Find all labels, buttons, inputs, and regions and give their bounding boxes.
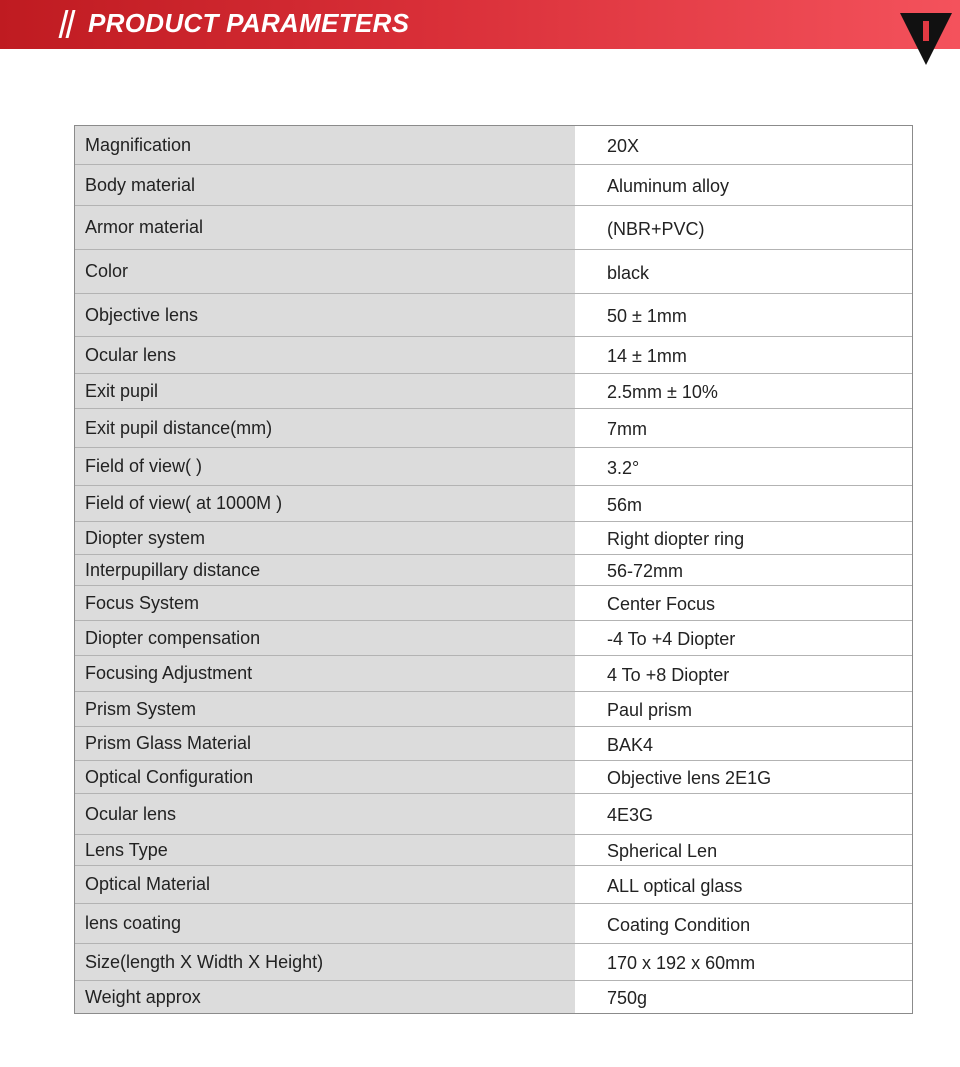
section-header-banner — [0, 0, 960, 49]
spec-row — [75, 981, 912, 1013]
spec-value: BAK4 — [607, 734, 654, 755]
spec-row — [75, 621, 912, 656]
spec-value: 750g — [607, 988, 648, 1008]
spec-row — [75, 794, 912, 835]
spec-row — [75, 727, 912, 761]
spec-label: Optical Material — [75, 866, 575, 903]
spec-value: 4E3G — [607, 805, 654, 825]
spec-row — [75, 761, 912, 794]
spec-row — [75, 522, 912, 555]
spec-row — [75, 448, 912, 486]
spec-row — [75, 165, 912, 206]
spec-value: 7mm — [607, 419, 647, 439]
spec-label: Ocular lens — [75, 794, 575, 834]
spec-label: Prism Glass Material — [75, 727, 575, 760]
spec-label: Magnification — [75, 126, 575, 164]
spec-label: Field of view( ) — [75, 448, 575, 485]
spec-value: Spherical Len — [607, 841, 718, 861]
spec-value: Paul prism — [607, 700, 693, 720]
spec-value: Aluminum alloy — [607, 176, 730, 196]
spec-row — [75, 337, 912, 374]
spec-value: black — [607, 262, 650, 283]
spec-row — [75, 656, 912, 692]
spec-value: 14 ± 1mm — [607, 346, 687, 366]
spec-label: Armor material — [75, 206, 575, 249]
spec-value: 56m — [607, 494, 643, 515]
spec-value: (NBR+PVC) — [607, 218, 705, 239]
spec-label: Diopter compensation — [75, 621, 575, 655]
spec-label: Field of view( at 1000M ) — [75, 486, 575, 521]
spec-value: 50 ± 1mm — [607, 306, 687, 326]
spec-row — [75, 486, 912, 522]
spec-value: 3.2° — [607, 457, 640, 478]
spec-row — [75, 374, 912, 409]
double-slash-icon — [58, 10, 78, 38]
spec-row — [75, 835, 912, 866]
spec-label: Diopter system — [75, 522, 575, 554]
spec-row — [75, 586, 912, 621]
spec-value: Center Focus — [607, 594, 716, 614]
spec-row — [75, 409, 912, 448]
spec-label: Ocular lens — [75, 337, 575, 373]
spec-row — [75, 944, 912, 981]
spec-label: Color — [75, 250, 575, 293]
spec-value: 170 x 192 x 60mm — [607, 953, 756, 973]
spec-label: Prism System — [75, 692, 575, 726]
spec-label: Exit pupil distance(mm) — [75, 409, 575, 447]
spec-row — [75, 555, 912, 586]
spec-label: Body material — [75, 165, 575, 205]
spec-row — [75, 904, 912, 944]
spec-value: ALL optical glass — [607, 875, 743, 896]
spec-row — [75, 206, 912, 250]
spec-row — [75, 866, 912, 904]
spec-value: 4 To +8 Diopter — [607, 664, 730, 685]
spec-label: Weight approx — [75, 981, 575, 1013]
spec-label: Lens Type — [75, 835, 575, 865]
spec-row — [75, 294, 912, 337]
spec-label: Objective lens — [75, 294, 575, 336]
spec-label: Size(length X Width X Height) — [75, 944, 575, 980]
spec-value: -4 To +4 Diopter — [607, 629, 736, 649]
spec-label: Exit pupil — [75, 374, 575, 408]
spec-value: Coating Condition — [607, 914, 751, 935]
spec-value: 20X — [607, 136, 640, 156]
section-title: PRODUCT PARAMETERS — [88, 8, 410, 38]
spec-label: Optical Configuration — [75, 761, 575, 793]
spec-table — [74, 125, 913, 1014]
down-triangle-bar-icon — [900, 13, 952, 67]
spec-value: 56-72mm — [607, 561, 684, 581]
spec-label: Focusing Adjustment — [75, 656, 575, 691]
spec-value: 2.5mm ± 10% — [607, 382, 718, 402]
spec-value: Objective lens 2E1G — [607, 768, 772, 788]
spec-label: Focus System — [75, 586, 575, 620]
spec-label: lens coating — [75, 904, 575, 943]
spec-label: Interpupillary distance — [75, 555, 575, 585]
spec-row — [75, 692, 912, 727]
spec-row — [75, 126, 912, 165]
spec-value: Right diopter ring — [607, 529, 745, 549]
spec-row — [75, 250, 912, 294]
